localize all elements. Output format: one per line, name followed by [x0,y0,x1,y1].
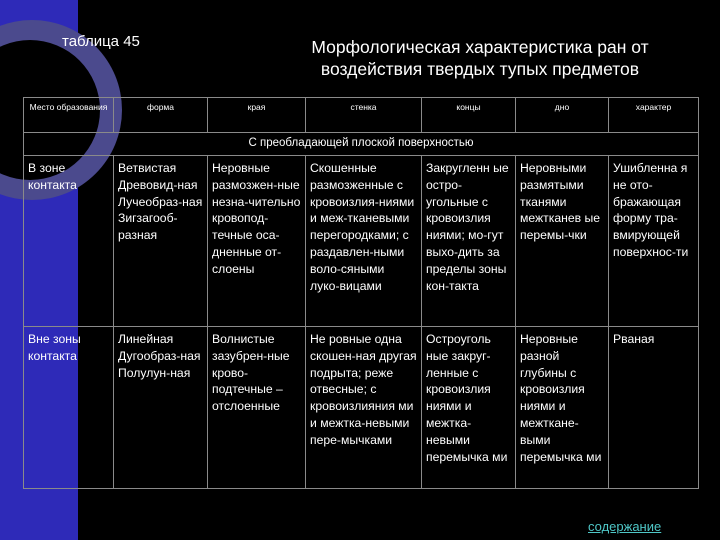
cell-edges: Неровные размозжен-ные незна-чительно кровопод-течные оса-дненные от-слоены [208,156,306,327]
cell-ends: Закругленн ые остро-угольные с кровоизлия ниями; мо-гут выхо-дить за пределы зоны кон-такта [422,156,516,327]
column-header: края [208,98,306,133]
subheader-row [24,133,699,156]
cell-bottom: Неровные разной глубины с кровоизлия ниями и межткане-выми перемычка ми [516,327,609,489]
table-number: таблица 45 [62,33,140,50]
cell-ends: Остроуголь ные закруг-ленные с кровоизлия ниями и межтка-невыми перемычка ми [422,327,516,489]
cell-character: Ушибленна я не ото-бражающая форму тра-вмирующей поверхнос-ти [609,156,699,327]
cell-character: Рваная [609,327,699,489]
column-header: характер [609,98,699,133]
table-row [24,327,699,489]
cell-wall: Скошенные размозженные с кровоизлия-ниями и меж-тканевыми перегородками; с раздавлен-ными воло-сяными луко-вицами [306,156,422,327]
cell-place: В зоне контакта [24,156,114,327]
cell-form: Линейная Дугообраз-ная Полулун-ная [114,327,208,489]
cell-bottom: Неровными размятыми тканями межтканев ые перемы-чки [516,156,609,327]
table-row [24,156,699,327]
page-title: Морфологическая характеристика ран от воздействия твердых тупых предметов [311,37,649,79]
column-header: Место образования [24,98,114,133]
cell-form: Ветвистая Древовид-ная Лучеобраз-ная Зигзагооб-разная [114,156,208,327]
table-header-row [24,98,699,133]
column-header: стенка [306,98,422,133]
morphology-table [23,97,699,489]
column-header: форма [114,98,208,133]
column-header: концы [422,98,516,133]
column-header: дно [516,98,609,133]
table-subheader: С преобладающей плоской поверхностью [24,133,699,156]
cell-place: Вне зоны контакта [24,327,114,489]
cell-edges: Волнистые зазубрен-ные крово-подтечные – отслоенные [208,327,306,489]
contents-link[interactable]: содержание [588,519,662,534]
cell-wall: Не ровные одна скошен-ная другая подрыта; реже отвесные; с кровоизлияния ми и межтка-невыми пере-мычками [306,327,422,489]
